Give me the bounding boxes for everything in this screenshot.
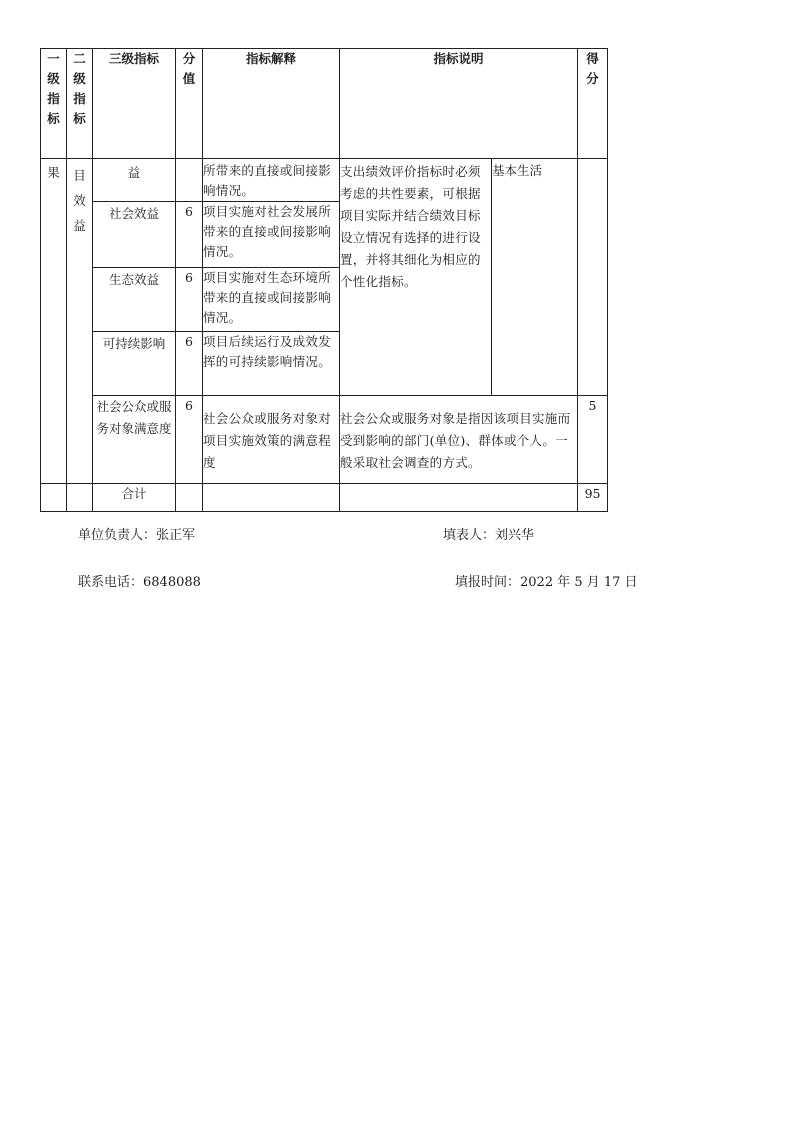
header-level3: 三级指标 <box>93 49 176 159</box>
value-cell: 6 <box>176 202 203 268</box>
responsible-name: 张正军 <box>156 528 196 543</box>
indicator-cell: 可持续影响 <box>93 332 176 396</box>
header-row <box>41 49 608 159</box>
satisfaction-row <box>41 396 608 484</box>
evaluation-table <box>40 48 608 512</box>
header-description: 指标说明 <box>340 49 578 159</box>
date-value: 2022 年 5 月 17 日 <box>520 575 638 590</box>
empty-cell <box>203 484 340 512</box>
satisfaction-description-cell: 社会公众或服务对象是指因该项目实施而受到影响的部门(单位)、群体或个人。一般采取社会调查的方式。 <box>340 396 578 484</box>
level2-cell: 目效益 <box>67 159 93 484</box>
filler-line <box>443 524 534 543</box>
phone-label: 联系电话： <box>78 575 144 590</box>
total-label-cell: 合计 <box>93 484 176 512</box>
phone-number: 6848088 <box>143 575 201 590</box>
header-level1: 一级指标 <box>41 49 67 159</box>
header-level2: 二级指标 <box>67 49 93 159</box>
earned-cell <box>578 159 608 396</box>
value-cell: 6 <box>176 332 203 396</box>
explanation-cell: 项目后续运行及成效发挥的可持续影响情况。 <box>203 332 340 396</box>
empty-cell <box>340 484 578 512</box>
shared-description-cell: 支出绩效评价指标时必须考虑的共性要素，可根据项目实际并结合绩效目标设立情况有选择的进行设置，并将其细化为相应的个性化指标。 <box>340 159 492 396</box>
satisfaction-indicator-cell: 社会公众或服务对象满意度 <box>93 396 176 484</box>
level1-cell: 果 <box>41 159 67 484</box>
header-score-value: 分值 <box>176 49 203 159</box>
value-cell <box>176 159 203 202</box>
empty-cell <box>41 484 67 512</box>
empty-cell <box>67 484 93 512</box>
table-row <box>41 159 608 202</box>
explanation-cell: 项目实施对社会发展所带来的直接或间接影响情况。 <box>203 202 340 268</box>
empty-cell <box>176 484 203 512</box>
shared-note-cell: 基本生活 <box>492 159 578 396</box>
indicator-cell: 社会效益 <box>93 202 176 268</box>
explanation-cell: 项目实施对生态环境所带来的直接或间接影响情况。 <box>203 268 340 332</box>
header-explanation: 指标解释 <box>203 49 340 159</box>
filler-name: 刘兴华 <box>495 528 535 543</box>
satisfaction-explanation-cell: 社会公众或服务对象对项目实施效策的满意程度 <box>203 396 340 484</box>
responsible-line <box>78 524 195 543</box>
phone-line <box>78 571 201 590</box>
explanation-cell: 所带来的直接或间接影响情况。 <box>203 159 340 202</box>
satisfaction-value-cell: 6 <box>176 396 203 484</box>
total-earned-cell: 95 <box>578 484 608 512</box>
satisfaction-earned-cell: 5 <box>578 396 608 484</box>
filler-label: 填表人： <box>443 528 496 543</box>
responsible-label: 单位负责人： <box>78 528 157 543</box>
indicator-cell: 生态效益 <box>93 268 176 332</box>
date-label: 填报时间： <box>455 575 521 590</box>
total-row <box>41 484 608 512</box>
value-cell: 6 <box>176 268 203 332</box>
indicator-cell: 益 <box>93 159 176 202</box>
header-earned: 得分 <box>578 49 608 159</box>
date-line <box>455 571 638 590</box>
